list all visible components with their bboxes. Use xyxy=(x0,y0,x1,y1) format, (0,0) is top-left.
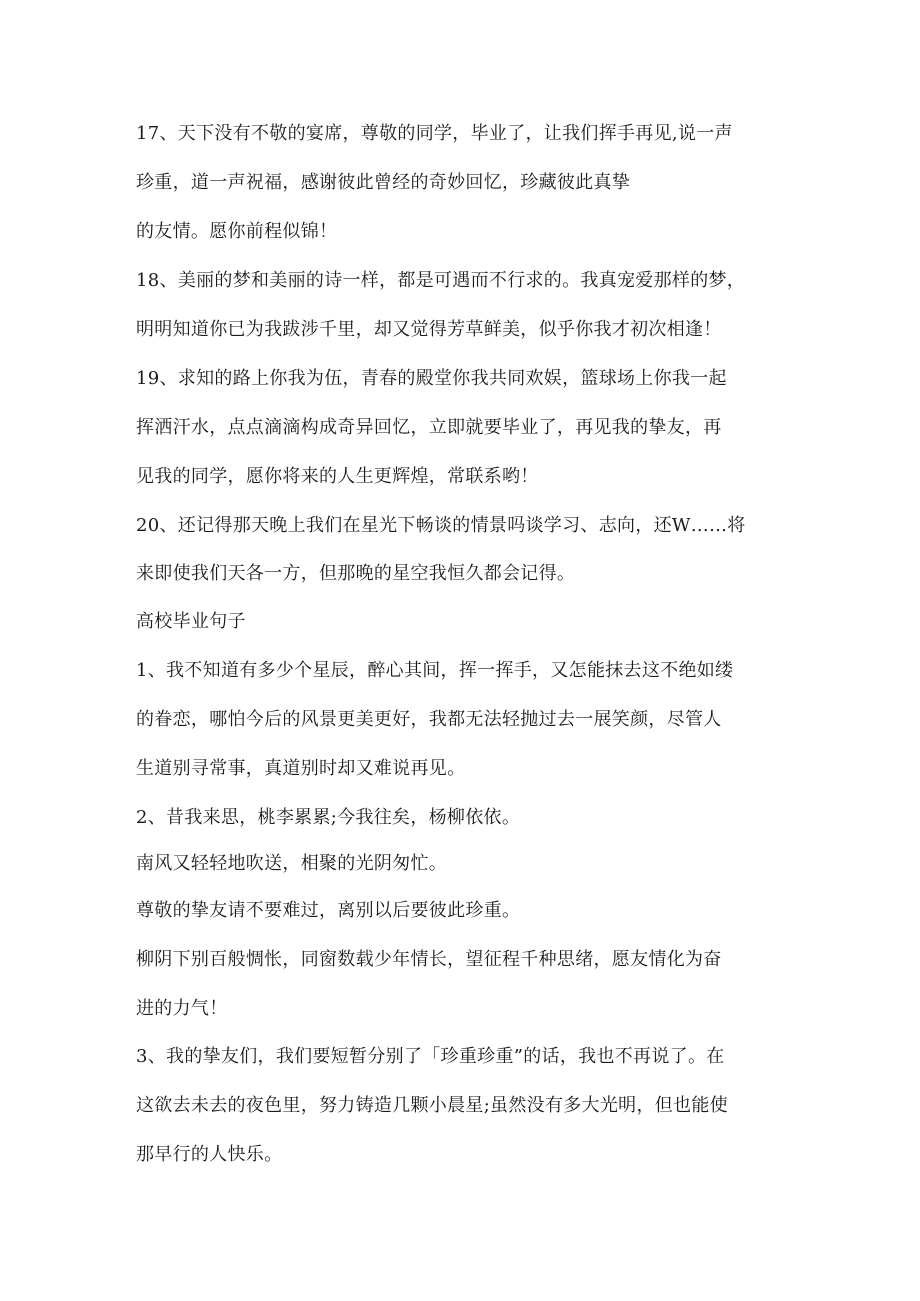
text-line: 尊敬的挚友请不要难过，离别以后要彼此珍重。 xyxy=(136,900,521,921)
text-line: 3、我的挚友们，我们要短暂分别了「珍重珍重”的话，我也不再说了。在 xyxy=(136,1046,725,1067)
text-line: 这欲去未去的夜色里，努力铸造几颗小晨星;虽然没有多大光明，但也能使 xyxy=(136,1095,728,1116)
text-line: 17、天下没有不敬的宴席，尊敬的同学，毕业了，让我们挥手再见,说一声 xyxy=(136,123,733,144)
text-line: 见我的同学，愿你将来的人生更辉煌，常联系哟！ xyxy=(136,466,539,487)
text-line: 珍重，道一声祝福，感谢彼此曾经的奇妙回忆，珍藏彼此真挚 xyxy=(136,172,631,193)
text-line: 1、我不知道有多少个星辰，醉心其间，挥一挥手，又怎能抹去这不绝如缕 xyxy=(136,660,734,681)
text-line: 19、求知的路上你我为伍，青春的殿堂你我共同欢娱，篮球场上你我一起 xyxy=(136,368,727,389)
text-line: 生道别寻常事，真道别时却又难说再见。 xyxy=(136,758,466,779)
text-line: 20、还记得那天晚上我们在星光下畅谈的情景吗谈学习、志向，还W……将 xyxy=(136,515,746,536)
text-line: 进的力气！ xyxy=(136,998,228,1019)
text-line: 那早行的人快乐。 xyxy=(136,1144,283,1165)
text-line: 的友情。愿你前程似锦！ xyxy=(136,221,338,242)
text-line: 挥洒汗水，点点滴滴构成奇异回忆，立即就要毕业了，再见我的挚友，再 xyxy=(136,417,722,438)
section-heading: 高校毕业句子 xyxy=(136,611,246,632)
text-line: 来即使我们天各一方，但那晚的星空我恒久都会记得。 xyxy=(136,563,576,584)
text-line: 18、美丽的梦和美丽的诗一样，都是可遇而不行求的。我真宠爱那样的梦， xyxy=(136,270,746,291)
text-line: 的眷恋，哪怕今后的风景更美更好，我都无法轻抛过去一展笑颜，尽管人 xyxy=(136,709,722,730)
text-line: 南风又轻轻地吹送，相聚的光阴匆忙。 xyxy=(136,853,448,874)
text-line: 明明知道你已为我跋涉千里，却又觉得芳草鲜美，似乎你我才初次相逢！ xyxy=(136,319,722,340)
text-line: 2、昔我来思，桃李累累;今我往矣，杨柳依依。 xyxy=(136,807,521,828)
text-line: 柳阴下别百般惆怅，同窗数载少年情长，望征程千种思绪，愿友情化为奋 xyxy=(136,949,722,970)
